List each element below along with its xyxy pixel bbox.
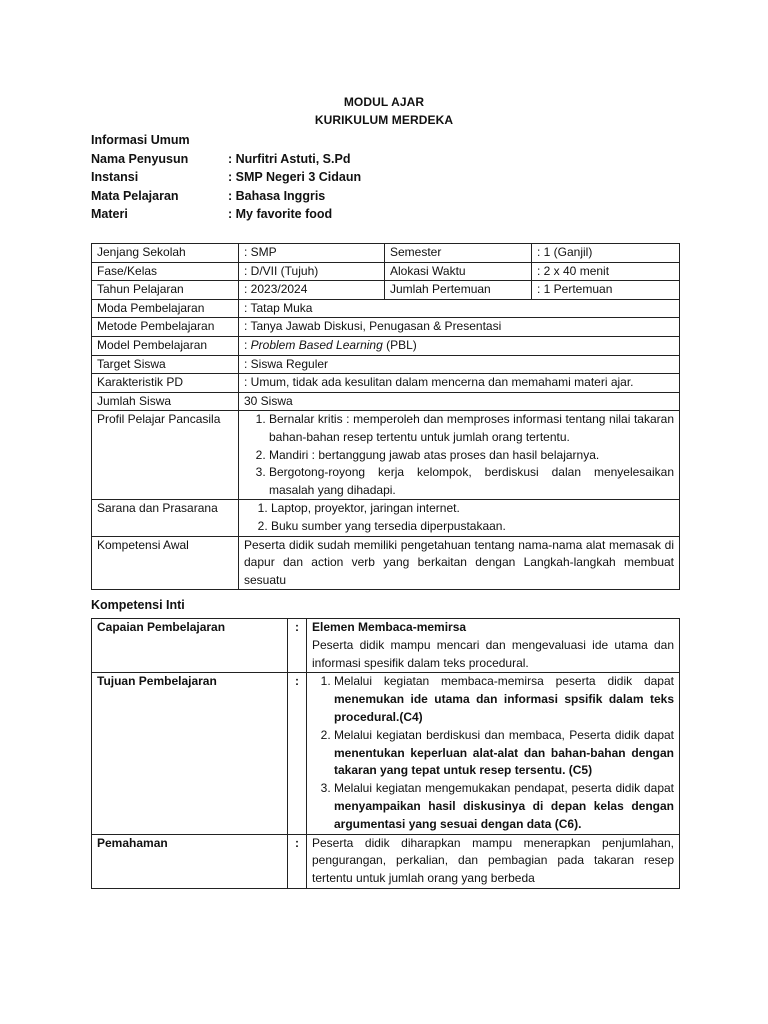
- pemahaman-label: Pemahaman: [92, 834, 288, 888]
- info-label: Mata Pelajaran: [91, 188, 179, 203]
- info-row-penyusun: [91, 150, 361, 169]
- cell-value: : SMP: [239, 244, 385, 263]
- cell-label: Alokasi Waktu: [385, 262, 532, 281]
- cell-label: Model Pembelajaran: [92, 336, 239, 355]
- list-item: [334, 780, 674, 833]
- model-prefix: :: [244, 337, 251, 352]
- cell-value: : 1 (Ganjil): [532, 244, 680, 263]
- info-label: Nama Penyusun: [91, 151, 189, 166]
- table-row: [92, 318, 680, 337]
- cell-value: : Tanya Jawab Diskusi, Penugasan & Presentasi: [239, 318, 680, 337]
- info-value: : Nurfitri Astuti, S.Pd: [228, 151, 351, 166]
- tujuan-content: [307, 673, 680, 834]
- colon: :: [288, 673, 307, 834]
- cell-value: : Umum, tidak ada kesulitan dalam mencerna dan memahami materi ajar.: [239, 374, 680, 393]
- cell-label: Kompetensi Awal: [92, 536, 239, 590]
- tujuan-label: Tujuan Pembelajaran: [92, 673, 288, 834]
- table-row: [92, 411, 680, 500]
- cell-value: : Siswa Reguler: [239, 355, 680, 374]
- pemahaman-text: Peserta didik diharapkan mampu menerapkan penjumlahan, pengurangan, perkalian, dan pembagian pada takaran resep tertentu untuk jumlah orang yang berbeda: [307, 834, 680, 888]
- cell-value: : D/VII (Tujuh): [239, 262, 385, 281]
- info-row-instansi: [91, 168, 361, 187]
- kompetensi-inti-table: [91, 618, 680, 889]
- list-item: 2. Buku sumber yang tersedia diperpustakaan.: [271, 518, 674, 536]
- item-bold: menentukan keperluan alat-alat dan bahan-bahan dengan takaran yang tepat untuk resep tersentu. (C5): [334, 745, 674, 778]
- info-value: : SMP Negeri 3 Cidaun: [228, 170, 362, 185]
- cell-value: : 1 Pertemuan: [532, 281, 680, 300]
- capaian-content: [307, 619, 680, 673]
- item-text: Melalui kegiatan mengemukakan pendapat, peserta didik dapat: [334, 781, 674, 796]
- colon: :: [288, 834, 307, 888]
- general-info: [91, 131, 361, 224]
- cell-value: 30 Siswa: [239, 392, 680, 411]
- list-item: [334, 673, 674, 726]
- model-suffix: (PBL): [382, 337, 417, 352]
- list-item: 3. Bergotong-royong kerja kelompok, berdiskusi dalan menyelesaikan masalah yang dihadapi.: [269, 464, 674, 499]
- kompetensi-inti-heading: Kompetensi Inti: [91, 598, 185, 612]
- table-row: [92, 299, 680, 318]
- list-item: 2. Mandiri : bertanggung jawab atas proses dan hasil belajarnya.: [269, 447, 674, 465]
- table-row: [92, 336, 680, 355]
- cell-value: : 2 x 40 menit: [532, 262, 680, 281]
- capaian-text: Peserta didik mampu mencari dan mengevaluasi ide utama dan informasi spesifik dalam teks procedural.: [312, 637, 674, 670]
- cell-label: Profil Pelajar Pancasila: [92, 411, 239, 500]
- table-row: [92, 374, 680, 393]
- info-row-mapel: [91, 187, 361, 206]
- cell-label: Moda Pembelajaran: [92, 299, 239, 318]
- cell-label: Tahun Pelajaran: [92, 281, 239, 300]
- element-title: Elemen Membaca-memirsa: [312, 620, 467, 634]
- table-row: [92, 262, 680, 281]
- cell-label: Karakteristik PD: [92, 374, 239, 393]
- cell-label: Sarana dan Prasarana: [92, 500, 239, 536]
- list-item: 1. Laptop, proyektor, jaringan internet.: [271, 500, 674, 518]
- info-row-materi: [91, 205, 361, 224]
- cell-label: Metode Pembelajaran: [92, 318, 239, 337]
- cell-value: [239, 500, 680, 536]
- table-row: [92, 536, 680, 590]
- cell-value: [239, 336, 680, 355]
- document-title: MODUL AJAR: [343, 95, 425, 109]
- item-bold: menyampaikan hasil diskusinya di depan kelas dengan argumentasi yang sesuai dengan data (C6).: [334, 798, 674, 831]
- info-label: Materi: [91, 207, 128, 222]
- cell-value: Peserta didik sudah memiliki pengetahuan tentang nama-nama alat memasak di dapur dan action verb yang berkaitan dengan Langkah-langkah membuat sesuatu: [239, 536, 680, 590]
- general-info-heading: Informasi Umum: [91, 133, 190, 147]
- sarana-list: [244, 500, 674, 535]
- cell-label: Target Siswa: [92, 355, 239, 374]
- cell-label: Fase/Kelas: [92, 262, 239, 281]
- model-italic: Problem Based Learning: [250, 337, 383, 352]
- table-row: [92, 392, 680, 411]
- table-row: [92, 834, 680, 888]
- info-label: Instansi: [91, 170, 139, 185]
- list-item: 1. Bernalar kritis : memperoleh dan memproses informasi tentang nilai takaran bahan-bahan resep tertentu untuk jumlah orang tertentu.: [269, 411, 674, 446]
- table-row: [92, 500, 680, 536]
- table-row: [92, 355, 680, 374]
- info-table: [91, 243, 680, 590]
- capaian-label: Capaian Pembelajaran: [92, 619, 288, 673]
- table-row: [92, 673, 680, 834]
- info-value: : Bahasa Inggris: [228, 188, 326, 203]
- list-item: [334, 727, 674, 780]
- cell-label: Jenjang Sekolah: [92, 244, 239, 263]
- cell-label: Semester: [385, 244, 532, 263]
- colon: :: [288, 619, 307, 673]
- cell-label: Jumlah Siswa: [92, 392, 239, 411]
- tujuan-list: [312, 673, 674, 833]
- cell-value: [239, 411, 680, 500]
- document-subtitle: KURIKULUM MERDEKA: [314, 113, 454, 127]
- table-row: [92, 281, 680, 300]
- item-text: Melalui kegiatan berdiskusi dan membaca, Peserta didik dapat: [334, 727, 674, 742]
- item-bold: menemukan ide utama dan informasi spsifik dalam teks procedural.(C4): [334, 692, 674, 724]
- profil-list: [244, 411, 674, 499]
- cell-value: : Tatap Muka: [239, 299, 680, 318]
- info-value: : My favorite food: [228, 207, 333, 222]
- cell-value: : 2023/2024: [239, 281, 385, 300]
- table-row: [92, 619, 680, 673]
- table-row: [92, 244, 680, 263]
- item-text: Melalui kegiatan membaca-memirsa peserta didik dapat: [334, 674, 674, 689]
- cell-label: Jumlah Pertemuan: [385, 281, 532, 300]
